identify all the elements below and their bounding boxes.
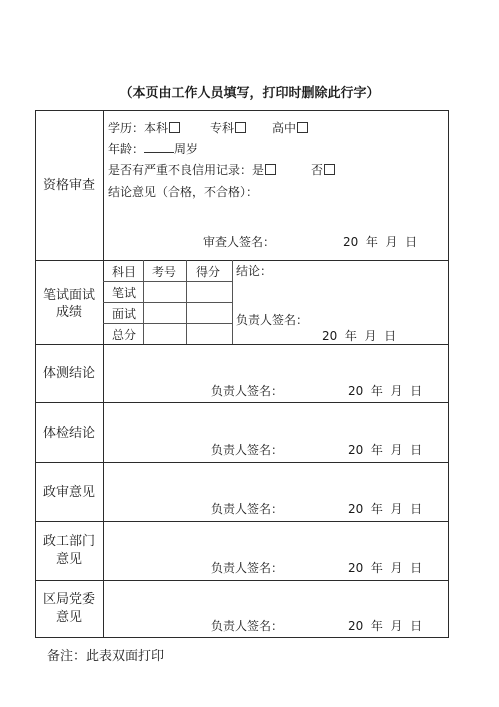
education-field — [108, 121, 180, 135]
age-blank[interactable] — [144, 141, 174, 153]
section-physical-test-label — [35, 365, 103, 382]
exam-label — [35, 287, 103, 321]
section-political-review-label — [35, 484, 103, 501]
section-party-committee-label — [35, 591, 103, 627]
credit-no-label: 否 — [311, 163, 324, 177]
qualification-label: 资格审查 — [42, 178, 95, 193]
section-label-line1: 体测结论 — [42, 366, 95, 381]
exam-date: 20 年 月 日 — [322, 329, 397, 343]
bachelor-checkbox[interactable] — [169, 122, 180, 133]
section-label-line1: 政审意见 — [42, 485, 95, 500]
college-checkbox[interactable] — [235, 122, 246, 133]
section-date: 20 年 月 日 — [348, 443, 423, 457]
exam-label-line1: 笔试面试 — [42, 288, 95, 303]
section-date: 20 年 月 日 — [348, 384, 423, 398]
credit-field — [108, 163, 276, 177]
credit-no-field — [311, 163, 335, 177]
exam-signer: 负责人签名： — [236, 313, 309, 327]
edu-option-highschool-field — [272, 121, 308, 135]
score-header-subject: 科目 — [112, 265, 137, 279]
education-label: 学历： — [108, 121, 145, 135]
edu-option-highschool: 高中 — [272, 121, 297, 135]
edu-option-college: 专科 — [210, 121, 235, 135]
section-date: 20 年 月 日 — [348, 619, 423, 633]
section-label-line2: 意见 — [55, 552, 82, 567]
credit-no-checkbox[interactable] — [324, 164, 335, 175]
section-date: 20 年 月 日 — [348, 502, 423, 516]
section-political-dept-label — [35, 533, 103, 569]
section-label-line2: 意见 — [55, 610, 82, 625]
qualification-signer: 审查人签名： — [203, 235, 276, 249]
score-header-exam-number: 考号 — [152, 265, 177, 279]
age-label: 年龄： — [108, 142, 145, 156]
section-signer: 负责人签名： — [211, 502, 284, 516]
section-date: 20 年 月 日 — [348, 561, 423, 575]
credit-yes-label: 是 — [252, 163, 265, 177]
score-row-total: 总分 — [112, 328, 137, 342]
exam-label-line2: 成绩 — [55, 305, 82, 320]
credit-question: 是否有严重不良信用记录： — [108, 163, 253, 177]
age-field — [108, 141, 198, 156]
section-label-line1: 区局党委 — [42, 592, 95, 607]
edu-option-bachelor: 本科 — [144, 121, 169, 135]
exam-conclusion: 结论： — [236, 264, 273, 278]
edu-option-college-field — [210, 121, 246, 135]
age-suffix: 周岁 — [174, 142, 199, 156]
score-header-score: 得分 — [196, 265, 221, 279]
footer-note: 备注：此表双面打印 — [47, 649, 165, 664]
section-signer: 负责人签名： — [211, 443, 284, 457]
credit-yes-checkbox[interactable] — [265, 164, 276, 175]
section-medical-label — [35, 425, 103, 442]
qualification-date: 20 年 月 日 — [343, 235, 418, 249]
section-signer: 负责人签名： — [211, 384, 284, 398]
section-label-line1: 政工部门 — [42, 534, 95, 549]
page-title: （本页由工作人员填写，打印时删除此行字） — [119, 86, 380, 101]
score-row-written: 笔试 — [112, 286, 137, 300]
conclusion-label: 结论意见（合格，不合格）： — [108, 185, 259, 199]
section-label-line1: 体检结论 — [42, 426, 95, 441]
highschool-checkbox[interactable] — [297, 122, 308, 133]
section-signer: 负责人签名： — [211, 561, 284, 575]
score-row-interview: 面试 — [112, 307, 137, 321]
section-signer: 负责人签名： — [211, 619, 284, 633]
